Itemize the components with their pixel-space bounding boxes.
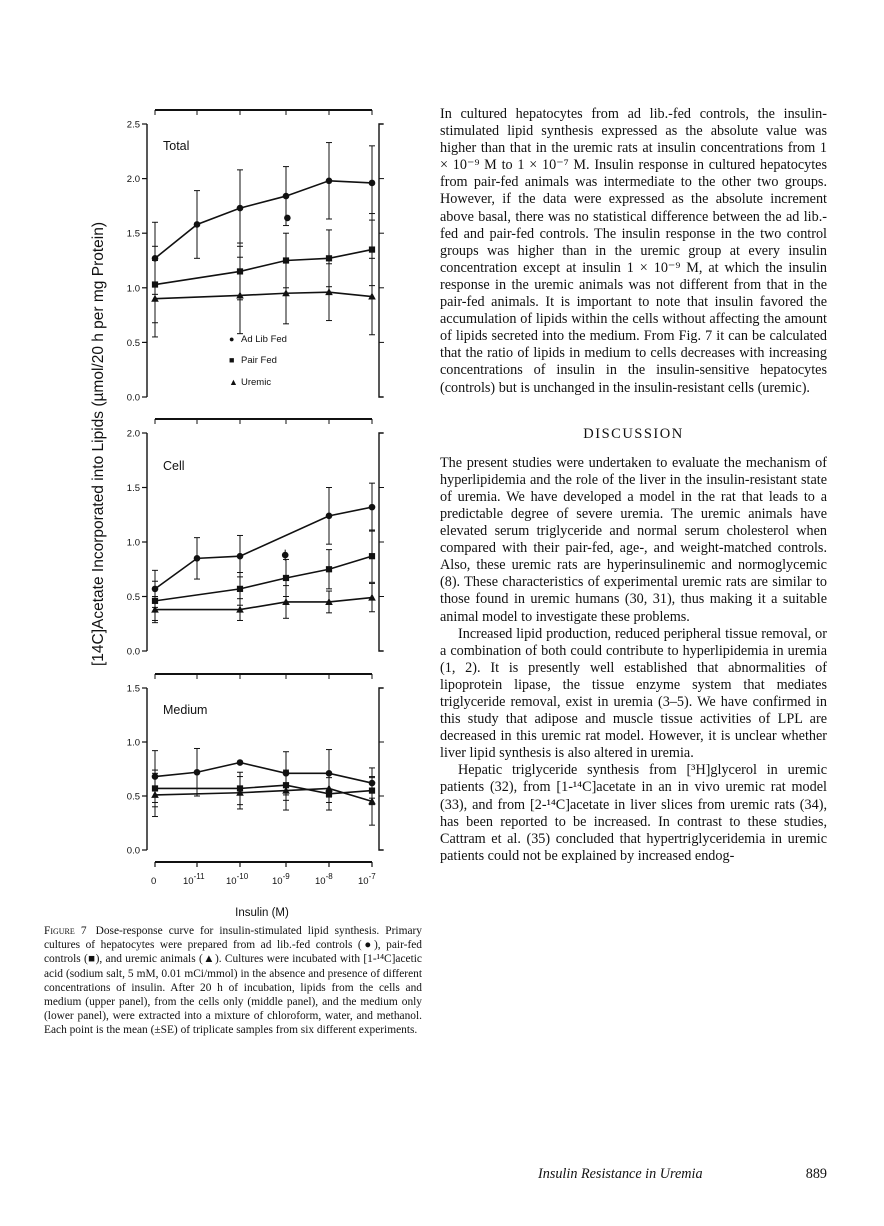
data-point-square bbox=[326, 566, 332, 572]
data-point-circle bbox=[237, 759, 244, 766]
x-tick-exponent: -8 bbox=[325, 872, 333, 881]
y-tick-label: 0.5 bbox=[126, 337, 140, 349]
section-heading-discussion: DISCUSSION bbox=[583, 425, 684, 442]
y-tick-label: 0.5 bbox=[126, 791, 140, 803]
y-tick-label: 0.0 bbox=[126, 646, 140, 658]
x-axis-title: Insulin (M) bbox=[235, 907, 289, 919]
data-point-circle bbox=[194, 221, 201, 228]
data-point-circle bbox=[369, 504, 376, 511]
x-tick-exponent: -10 bbox=[236, 872, 249, 881]
y-tick-label: 2.0 bbox=[126, 428, 140, 440]
x-tick-label: $10^{-9}$ bbox=[272, 872, 290, 887]
data-point-circle bbox=[194, 769, 201, 776]
series-line-ad-lib-fed bbox=[155, 763, 372, 784]
y-tick-label: 1.5 bbox=[126, 683, 140, 695]
y-tick-label: 1.0 bbox=[126, 537, 140, 549]
panel-right-frame bbox=[379, 124, 383, 397]
series-line-pair-fed bbox=[155, 785, 372, 794]
y-tick-label: 1.5 bbox=[126, 483, 140, 494]
body-paragraph-1: In cultured hepatocytes from ad lib.-fed controls, the insulin-stimulated lipid synthesis expressed as the absolute value was higher than that in the uremic rats at insulin concentrations from 1 × 10⁻⁹ M to 1 × 10⁻⁷ M. Insulin response in cultured hepatocytes from pair-fed animals was intermediate to the other two groups. However, if the data were expressed as the absolute increment above basal, there was no statistical difference between the ad lib.-fed and pair-fed controls. The insulin response in the two control groups was higher than in the uremic group at every insulin concentration except at insulin 1 × 10⁻⁹ M, at which the insulin response in the uremic animals was not different from that in the pair-fed animals. It is important to note that insulin favored the accumulation of lipids within the cells without affecting the amount of lipids secreted into the medium. From Fig. 7 it can be calculated that the ratio of lipids in medium to cells decreases with increasing concentrations of insulin in the insulin-sensitive hepatocytes (controls) but is unchanged in the insulin-resistant cells (uremic). bbox=[440, 106, 827, 396]
page-number: 889 bbox=[805, 1166, 827, 1182]
data-point-square bbox=[283, 575, 289, 581]
legend-symbol: ■ bbox=[229, 355, 235, 365]
series-line-pair-fed bbox=[155, 250, 372, 285]
y-tick-label: 0.5 bbox=[126, 592, 140, 603]
legend-symbol: ● bbox=[229, 334, 235, 344]
body-text-column bbox=[440, 106, 827, 865]
series-line-ad-lib-fed bbox=[155, 181, 372, 259]
figure-caption-text: Dose-response curve for insulin-stimulated lipid synthesis. Primary cultures of hepatocytes were prepared from ad lib.-fed controls (●), pair-fed controls (■), and uremic animals (▲). Cultures were incubated with [1-¹⁴C]acetic acid (sodium salt, 5 mM, 0.01 mCi/mmol) in the absence and presence of different concentrations of insulin. After 20 h of incubation, lipids from the cells and medium (upper panel), from the cells only (middle panel), and the medium only (lower panel), were extracted into a mixture of chloroform, water, and methanol. Each point is the mean (±SE) of triplicate samples from six different experiments. bbox=[44, 925, 422, 1037]
series-line-uremic bbox=[155, 292, 372, 299]
data-point-circle bbox=[284, 215, 291, 222]
legend-symbol: ▲ bbox=[229, 377, 238, 387]
panel-label-medium: Medium bbox=[163, 703, 208, 717]
x-tick-label: 0 bbox=[151, 876, 157, 887]
body-paragraph-2: The present studies were undertaken to evaluate the mechanism of hyperlipidemia and the role of the liver in the insulin-resistant state of uremia. We have developed a model in the rat that leads to a predictable degree of severe uremia. The uremic animals have elevated serum triglyceride and normal serum cholesterol when compared with their pair-fed, age-, and weight-matched controls. Also, these uremic rats are hyperinsulinemic and normoglycemic (8). These characteristics of experimental uremic rats are similar to those found in uremic humans (30, 31), thus making it a suitable animal model to investigate these problems. bbox=[440, 454, 827, 625]
data-point-circle bbox=[369, 180, 376, 187]
figure-caption-label: Figure 7 bbox=[44, 925, 87, 937]
y-tick-label: 2.5 bbox=[126, 119, 140, 131]
body-paragraph-3: Increased lipid production, reduced peripheral tissue removal, or a combination of both could contribute to hyperlipidemia in uremia (1, 2). It is presently well established that abnormalities of lipoprotein lipase, the tissue enzyme system that mediates triglyceride removal, exist in uremia (3–5). We have confirmed in this study that adipose and muscle tissue activities of LPL are decreased in this uremic rat model. However, it is unclear whether liver lipid synthesis is also altered in uremia. bbox=[440, 625, 827, 762]
x-tick-exponent: -7 bbox=[368, 872, 376, 881]
data-point-square bbox=[369, 246, 375, 252]
y-tick-label: 2.0 bbox=[126, 174, 140, 186]
data-point-circle bbox=[237, 205, 244, 212]
data-point-circle bbox=[326, 513, 333, 520]
series-line-pair-fed bbox=[155, 556, 372, 601]
legend-label: Uremic bbox=[241, 377, 272, 388]
data-point-square bbox=[369, 553, 375, 559]
y-tick-label: 0.0 bbox=[126, 392, 140, 404]
x-tick-label: $10^{-8}$ bbox=[315, 872, 333, 887]
data-point-circle bbox=[194, 555, 201, 562]
data-point-square bbox=[237, 586, 243, 592]
series-line-uremic bbox=[155, 598, 372, 610]
data-point-circle bbox=[283, 193, 290, 200]
y-tick-label: 1.0 bbox=[126, 737, 140, 749]
x-tick-label: $10^{-7}$ bbox=[358, 872, 376, 887]
panel-label-cell: Cell bbox=[163, 459, 185, 473]
data-point-circle bbox=[237, 553, 244, 560]
x-tick-exponent: -11 bbox=[193, 872, 205, 881]
y-tick-label: 1.0 bbox=[126, 283, 140, 295]
legend-label: Pair Fed bbox=[241, 355, 277, 366]
body-paragraph-4: Hepatic triglyceride synthesis from [³H]glycerol in uremic patients (32), from [1-¹⁴C]acetate in an in vivo uremic rat model (33), and from [2-¹⁴C]acetate in liver slices from uremic rats (34), has been reported to be increased. In contrast to these studies, Cattram et al. (35) concluded that hypertriglyceridemia in uremic patients could not be explained by increased endog- bbox=[440, 762, 827, 864]
x-tick-exponent: -9 bbox=[282, 872, 290, 881]
panel-label-total: Total bbox=[163, 139, 190, 153]
series-line-uremic bbox=[155, 788, 372, 801]
x-tick-label: $10^{-10}$ bbox=[226, 872, 249, 887]
legend-label: Ad Lib Fed bbox=[241, 334, 287, 345]
y-tick-label: 0.0 bbox=[126, 845, 140, 857]
series-line-ad-lib-fed bbox=[155, 507, 372, 589]
panel-right-frame bbox=[379, 688, 383, 850]
running-title: Insulin Resistance in Uremia bbox=[538, 1166, 703, 1182]
chart-area bbox=[90, 110, 384, 919]
y-tick-label: 1.5 bbox=[126, 228, 140, 240]
x-tick-label: $10^{-11}$ bbox=[183, 872, 205, 887]
data-point-circle bbox=[326, 177, 333, 184]
y-axis-title: [14C]Acetate Incorporated into Lipids (µmol/20 h per mg Protein) bbox=[90, 221, 107, 667]
figure-caption bbox=[44, 924, 422, 1038]
data-point-circle bbox=[282, 552, 289, 559]
data-point-square bbox=[326, 255, 332, 261]
